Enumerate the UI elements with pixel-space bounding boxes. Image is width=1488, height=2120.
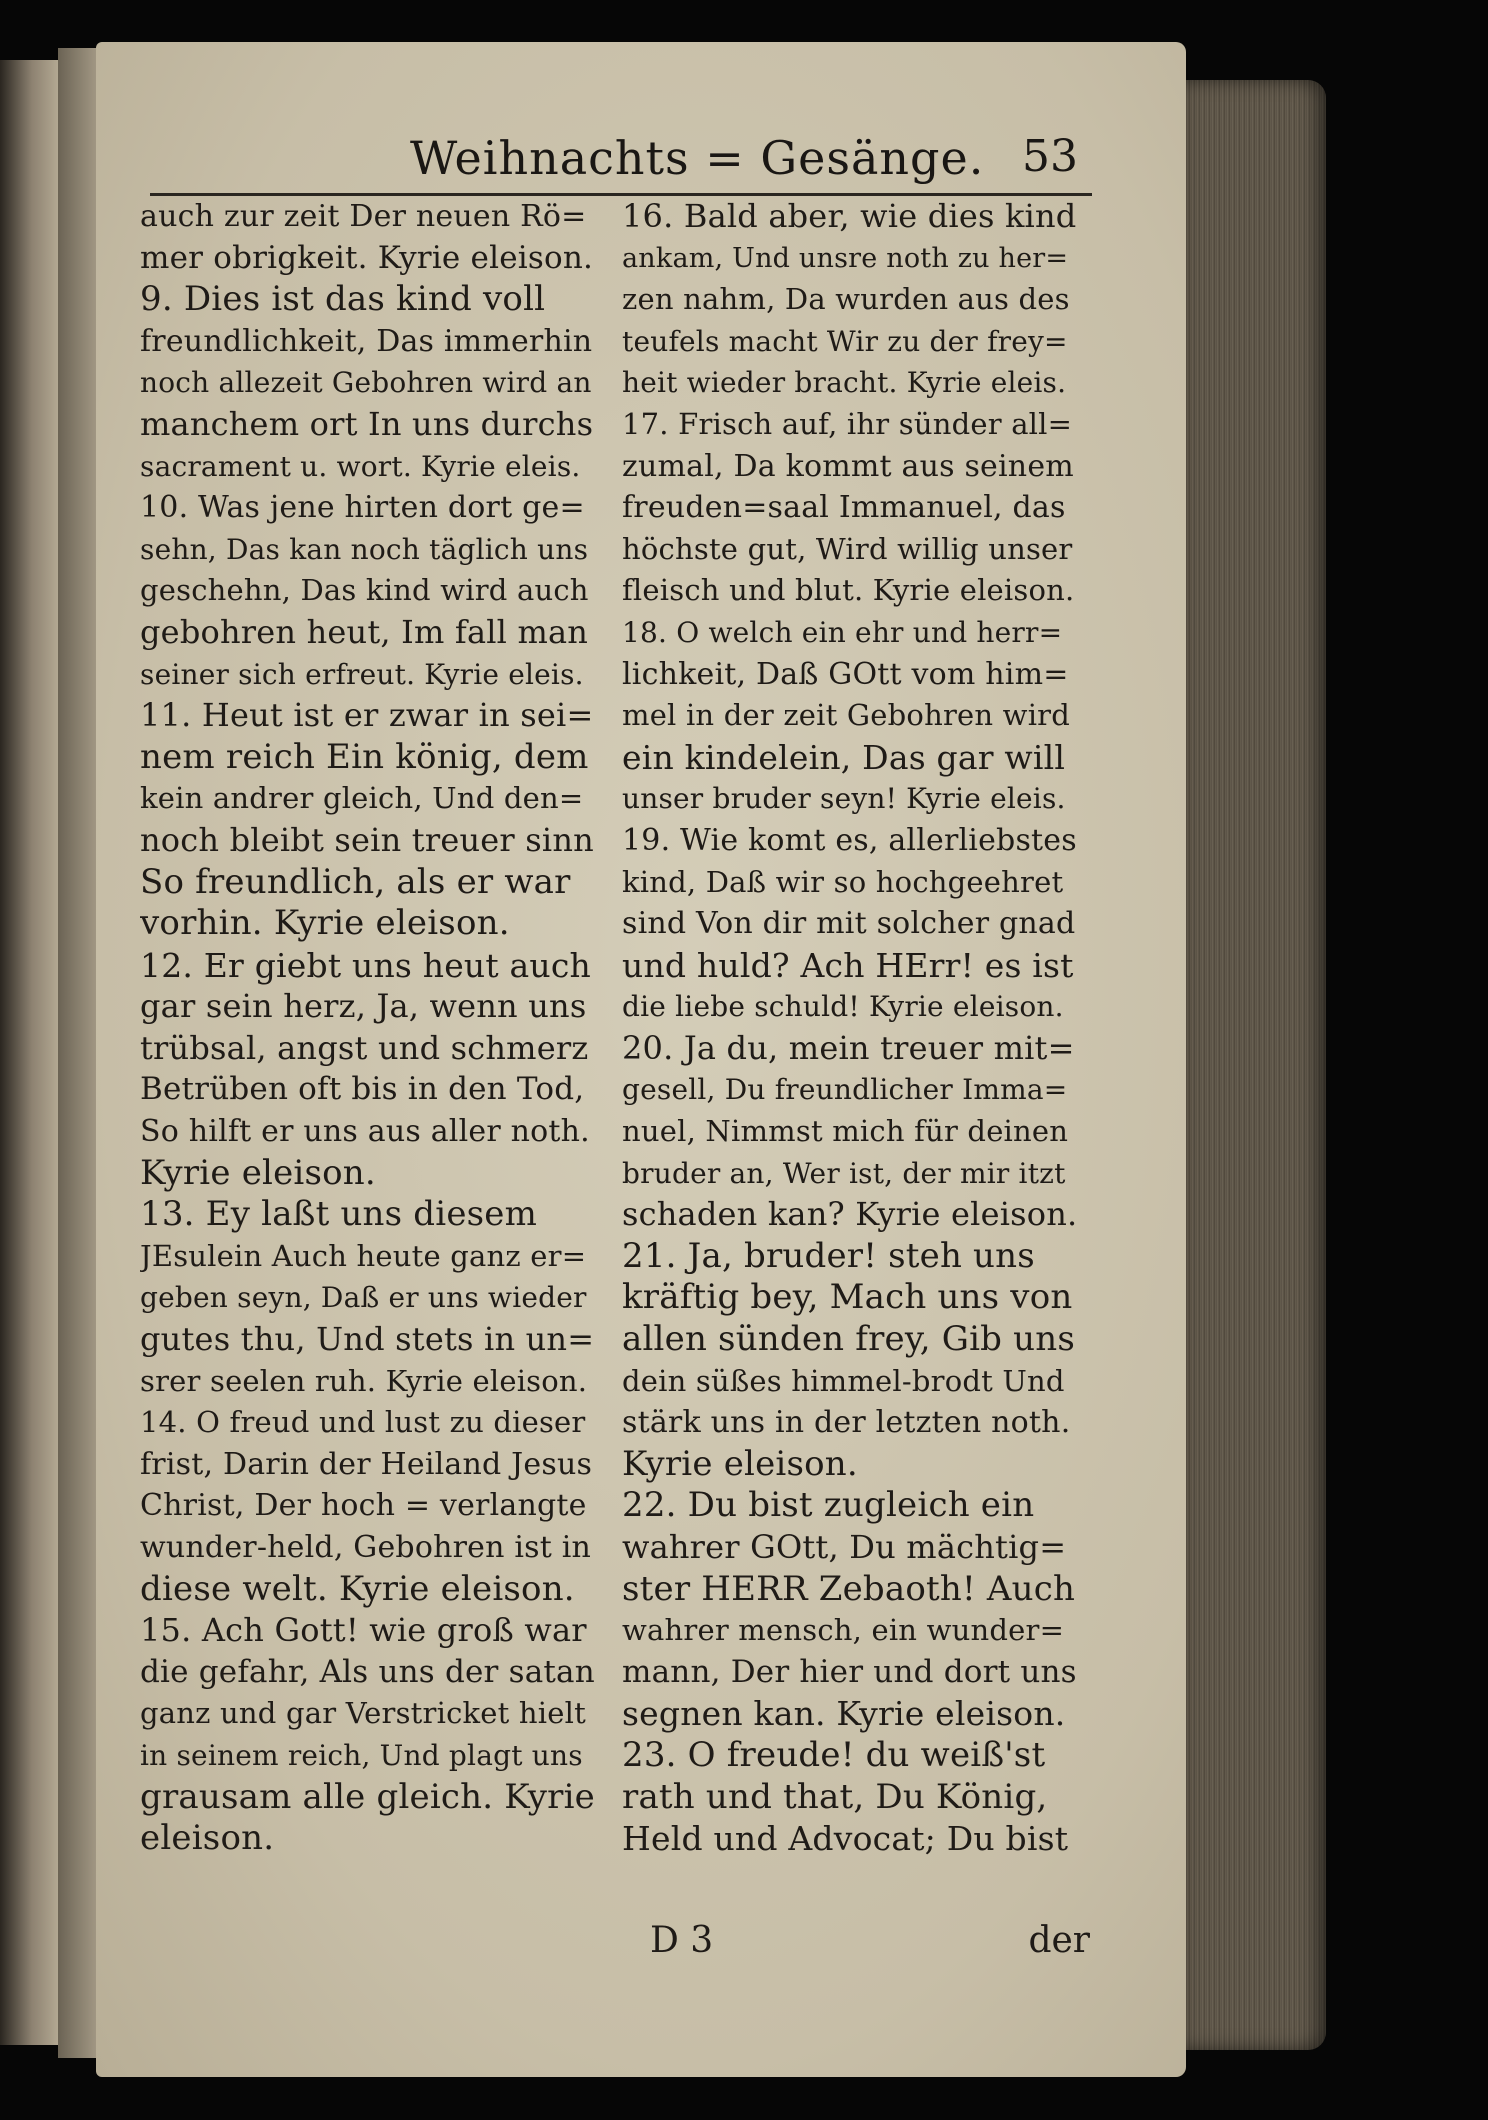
text-line: JEsulein Auch heute ganz er=	[140, 1238, 587, 1273]
text-line: ganz und gar Verstricket hielt	[140, 1696, 586, 1731]
text-line: manchem ort In uns durchs	[140, 404, 594, 443]
text-line: 21. Ja, bruder! steh uns	[622, 1235, 1035, 1276]
text-line: wahrer GOtt, Du mächtig=	[622, 1528, 1067, 1566]
text-line: noch allezeit Gebohren wird an	[140, 366, 592, 400]
text-line: dein süßes himmel-brodt Und	[622, 1363, 1065, 1398]
page-block-edges	[1186, 80, 1326, 2050]
text-line: teufels macht Wir zu der frey=	[622, 324, 1068, 358]
text-line: mann, Der hier und dort uns	[622, 1653, 1077, 1690]
text-line: schaden kan? Kyrie eleison.	[622, 1195, 1077, 1234]
text-line: auch zur zeit Der neuen Rö=	[140, 199, 587, 234]
text-line: vorhin. Kyrie eleison.	[140, 903, 510, 944]
page-footer	[640, 1920, 1090, 1964]
text-line: seiner sich erfreut. Kyrie eleis.	[140, 657, 584, 691]
running-head: Weihnachts = Gesänge.	[410, 131, 985, 185]
text-line: So freundlich, als er war	[140, 861, 571, 902]
left-column	[140, 196, 595, 1860]
text-line: sind Von dir mit solcher gnad	[622, 906, 1076, 942]
text-line: in seinem reich, Und plagt uns	[140, 1738, 583, 1772]
text-line: mer obrigkeit. Kyrie eleison.	[140, 239, 594, 276]
text-line: zen nahm, Da wurden aus des	[622, 282, 1070, 317]
text-line: kind, Daß wir so hochgeehret	[622, 864, 1064, 899]
text-line: gesell, Du freundlicher Imma=	[622, 1073, 1068, 1107]
text-line: ster HERR Zebaoth! Auch	[622, 1568, 1076, 1609]
text-line: So hilft er uns aus aller noth.	[140, 1114, 590, 1150]
text-line: bruder an, Wer ist, der mir itzt	[622, 1156, 1066, 1190]
text-line: die liebe schuld! Kyrie eleison.	[622, 990, 1064, 1024]
text-line: 17. Frisch auf, ihr sünder all=	[622, 406, 1073, 441]
text-line: kein andrer gleich, Und den=	[140, 781, 584, 816]
text-line: noch bleibt sein treuer sinn	[140, 820, 594, 859]
text-line: trübsal, angst und schmerz	[140, 1028, 589, 1067]
text-line: 20. Ja du, mein treuer mit=	[622, 1028, 1075, 1067]
text-line: Held und Advocat; Du bist	[622, 1819, 1069, 1859]
text-line: unser bruder seyn! Kyrie eleis.	[622, 782, 1066, 816]
text-line: 18. O welch ein ehr und herr=	[622, 615, 1063, 649]
text-line: 13. Ey laßt uns diesem	[140, 1194, 538, 1235]
catchword: der	[1028, 1920, 1090, 1961]
text-line: allen sünden frey, Gib uns	[622, 1319, 1075, 1360]
text-line: grausam alle gleich. Kyrie	[140, 1776, 595, 1817]
text-line: Kyrie eleison.	[622, 1443, 858, 1484]
text-line: wahrer mensch, ein wunder=	[622, 1613, 1065, 1648]
text-line: 16. Bald aber, wie dies kind	[622, 197, 1077, 235]
text-line: sacrament u. wort. Kyrie eleis.	[140, 449, 581, 483]
text-line: Betrüben oft bis in den Tod,	[140, 1071, 585, 1108]
text-line: fleisch und blut. Kyrie eleison.	[622, 573, 1075, 608]
text-line: nuel, Nimmst mich für deinen	[622, 1114, 1069, 1149]
text-line: und huld? Ach HErr! es ist	[622, 945, 1074, 985]
signature-mark: D 3	[650, 1920, 714, 1961]
text-line: freundlichkeit, Das immerhin	[140, 323, 593, 359]
text-line: die gefahr, Als uns der satan	[140, 1653, 595, 1690]
text-line: sehn, Das kan noch täglich uns	[140, 532, 589, 566]
text-line: geschehn, Das kind wird auch	[140, 573, 589, 608]
text-line: gar sein herz, Ja, wenn uns	[140, 987, 587, 1026]
text-line: ein kindelein, Das gar will	[622, 737, 1066, 777]
text-line: 12. Er giebt uns heut auch	[140, 945, 591, 985]
text-line: mel in der zeit Gebohren wird	[622, 698, 1070, 733]
text-line: rath und that, Du König,	[622, 1776, 1048, 1817]
page-header	[150, 125, 1092, 196]
text-line: nem reich Ein könig, dem	[140, 736, 589, 777]
text-line: 9. Dies ist das kind voll	[140, 279, 546, 320]
text-line: segnen kan. Kyrie eleison.	[622, 1694, 1066, 1734]
text-line: 15. Ach Gott! wie groß war	[140, 1611, 587, 1650]
text-line: lichkeit, Daß GOtt vom him=	[622, 656, 1069, 692]
text-line: 19. Wie komt es, allerliebstes	[622, 822, 1077, 858]
text-line: stärk uns in der letzten noth.	[622, 1405, 1071, 1441]
text-line: Kyrie eleison.	[140, 1152, 376, 1193]
text-line: ankam, Und unsre noth zu her=	[622, 242, 1069, 274]
text-line: heit wieder bracht. Kyrie eleis.	[622, 366, 1067, 400]
text-line: 10. Was jene hirten dort ge=	[140, 490, 585, 526]
page-number: 53	[1022, 131, 1078, 182]
text-line: gutes thu, Und stets in un=	[140, 1320, 595, 1359]
text-line: diese welt. Kyrie eleison.	[140, 1568, 575, 1609]
text-line: geben seyn, Daß er uns wieder	[140, 1281, 587, 1315]
text-line: 23. O freude! du weiß'st	[622, 1734, 1046, 1775]
text-line: 22. Du bist zugleich ein	[622, 1485, 1035, 1526]
facing-page-edge	[0, 60, 58, 2045]
text-line: wunder-held, Gebohren ist in	[140, 1530, 592, 1565]
text-line: eleison.	[140, 1818, 275, 1859]
right-column	[622, 196, 1077, 1860]
text-line: freuden=saal Immanuel, das	[622, 490, 1066, 526]
text-line: 11. Heut ist er zwar in sei=	[140, 696, 594, 735]
text-line: höchste gut, Wird willig unser	[622, 531, 1073, 566]
text-line: gebohren heut, Im fall man	[140, 612, 589, 651]
text-line: zumal, Da kommt aus seinem	[622, 448, 1074, 484]
text-line: srer seelen ruh. Kyrie eleison.	[140, 1363, 588, 1398]
text-line: 14. O freud und lust zu dieser	[140, 1405, 586, 1440]
text-line: Christ, Der hoch = verlangte	[140, 1488, 587, 1524]
text-line: kräftig bey, Mach uns von	[622, 1277, 1073, 1318]
text-line: frist, Darin der Heiland Jesus	[140, 1446, 593, 1482]
